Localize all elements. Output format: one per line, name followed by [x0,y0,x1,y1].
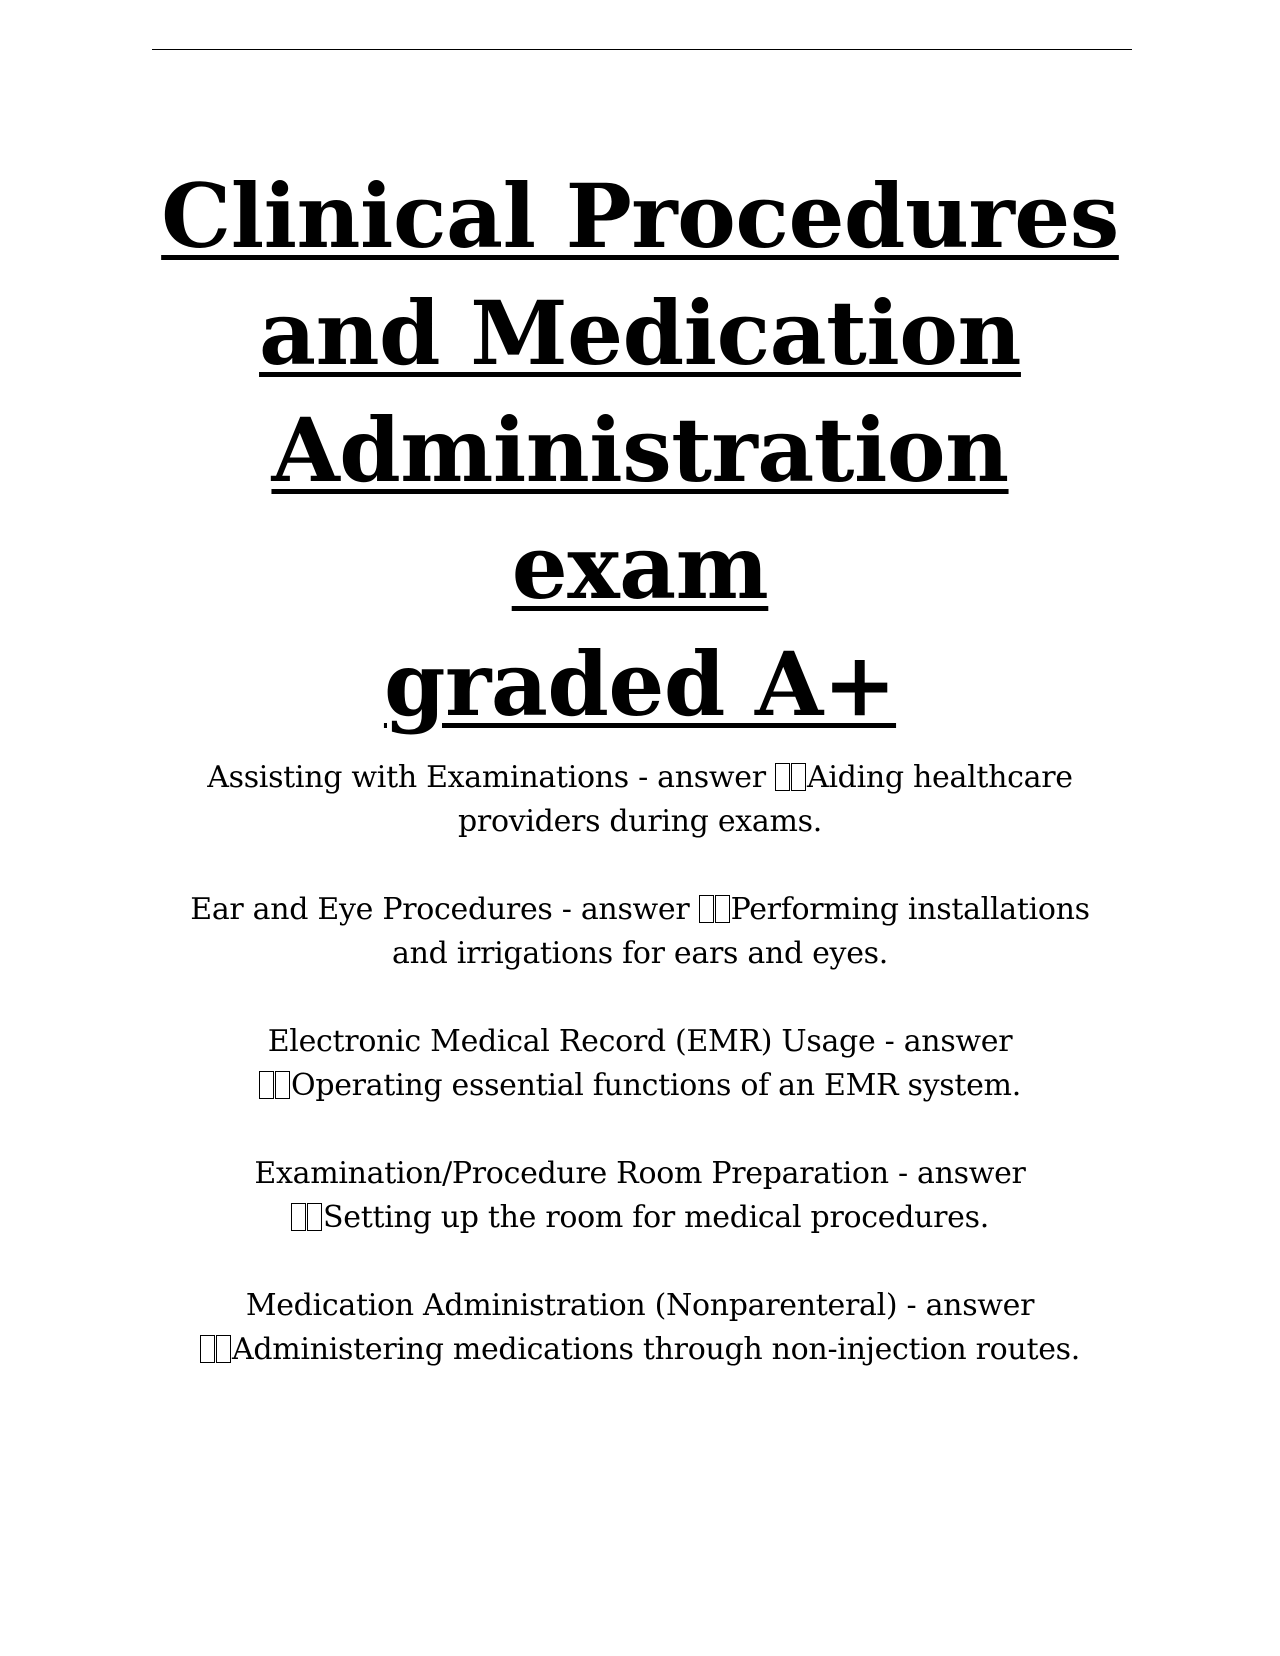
qa-definition: Administering medications through non-injection routes. [232,1332,1080,1367]
qa-item-assisting-examinations [140,756,1140,844]
empty-box-icon [715,895,730,923]
empty-box-icon [775,763,790,791]
empty-box-icon [216,1335,231,1363]
title-line-4: graded A+ [383,632,897,736]
empty-box-icon [291,1203,306,1231]
qa-line [140,1328,1140,1372]
qa-term: Ear and Eye Procedures - answer [190,892,690,927]
empty-box-icon [699,895,714,923]
qa-definition: Performing installations [730,892,1090,927]
qa-definition: Operating essential functions of an EMR system. [291,1068,1021,1103]
qa-definition-continued: providers during exams. [458,804,822,839]
qa-definition-continued: and irrigations for ears and eyes. [392,936,888,971]
qa-item-emr-usage [140,1020,1140,1108]
qa-item-ear-eye-procedures [140,888,1140,976]
empty-box-icon [200,1335,215,1363]
qa-item-room-preparation [140,1152,1140,1240]
qa-line [140,888,1140,932]
qa-definition: Aiding healthcare [807,760,1073,795]
qa-definition: Setting up the room for medical procedures. [323,1200,989,1235]
qa-line [140,1196,1140,1240]
qa-item-medication-nonparenteral [140,1284,1140,1372]
qa-line [140,756,1140,800]
title-line-3: Administration exam [271,398,1009,619]
document-title [140,158,1140,743]
empty-box-icon [791,763,806,791]
qa-term: Medication Administration (Nonparenteral) - answer [245,1288,1035,1323]
qa-term: Assisting with Examinations - answer [207,760,766,795]
empty-box-icon [275,1071,290,1099]
qa-term: Electronic Medical Record (EMR) Usage - answer [267,1024,1013,1059]
empty-box-icon [259,1071,274,1099]
qa-term: Examination/Procedure Room Preparation - answer [254,1156,1026,1191]
qa-line [140,1064,1140,1108]
title-line-2: and Medication [259,281,1021,385]
title-line-1: Clinical Procedures [161,164,1119,268]
empty-box-icon [307,1203,322,1231]
qa-list [140,756,1140,1416]
top-rule [152,49,1132,50]
